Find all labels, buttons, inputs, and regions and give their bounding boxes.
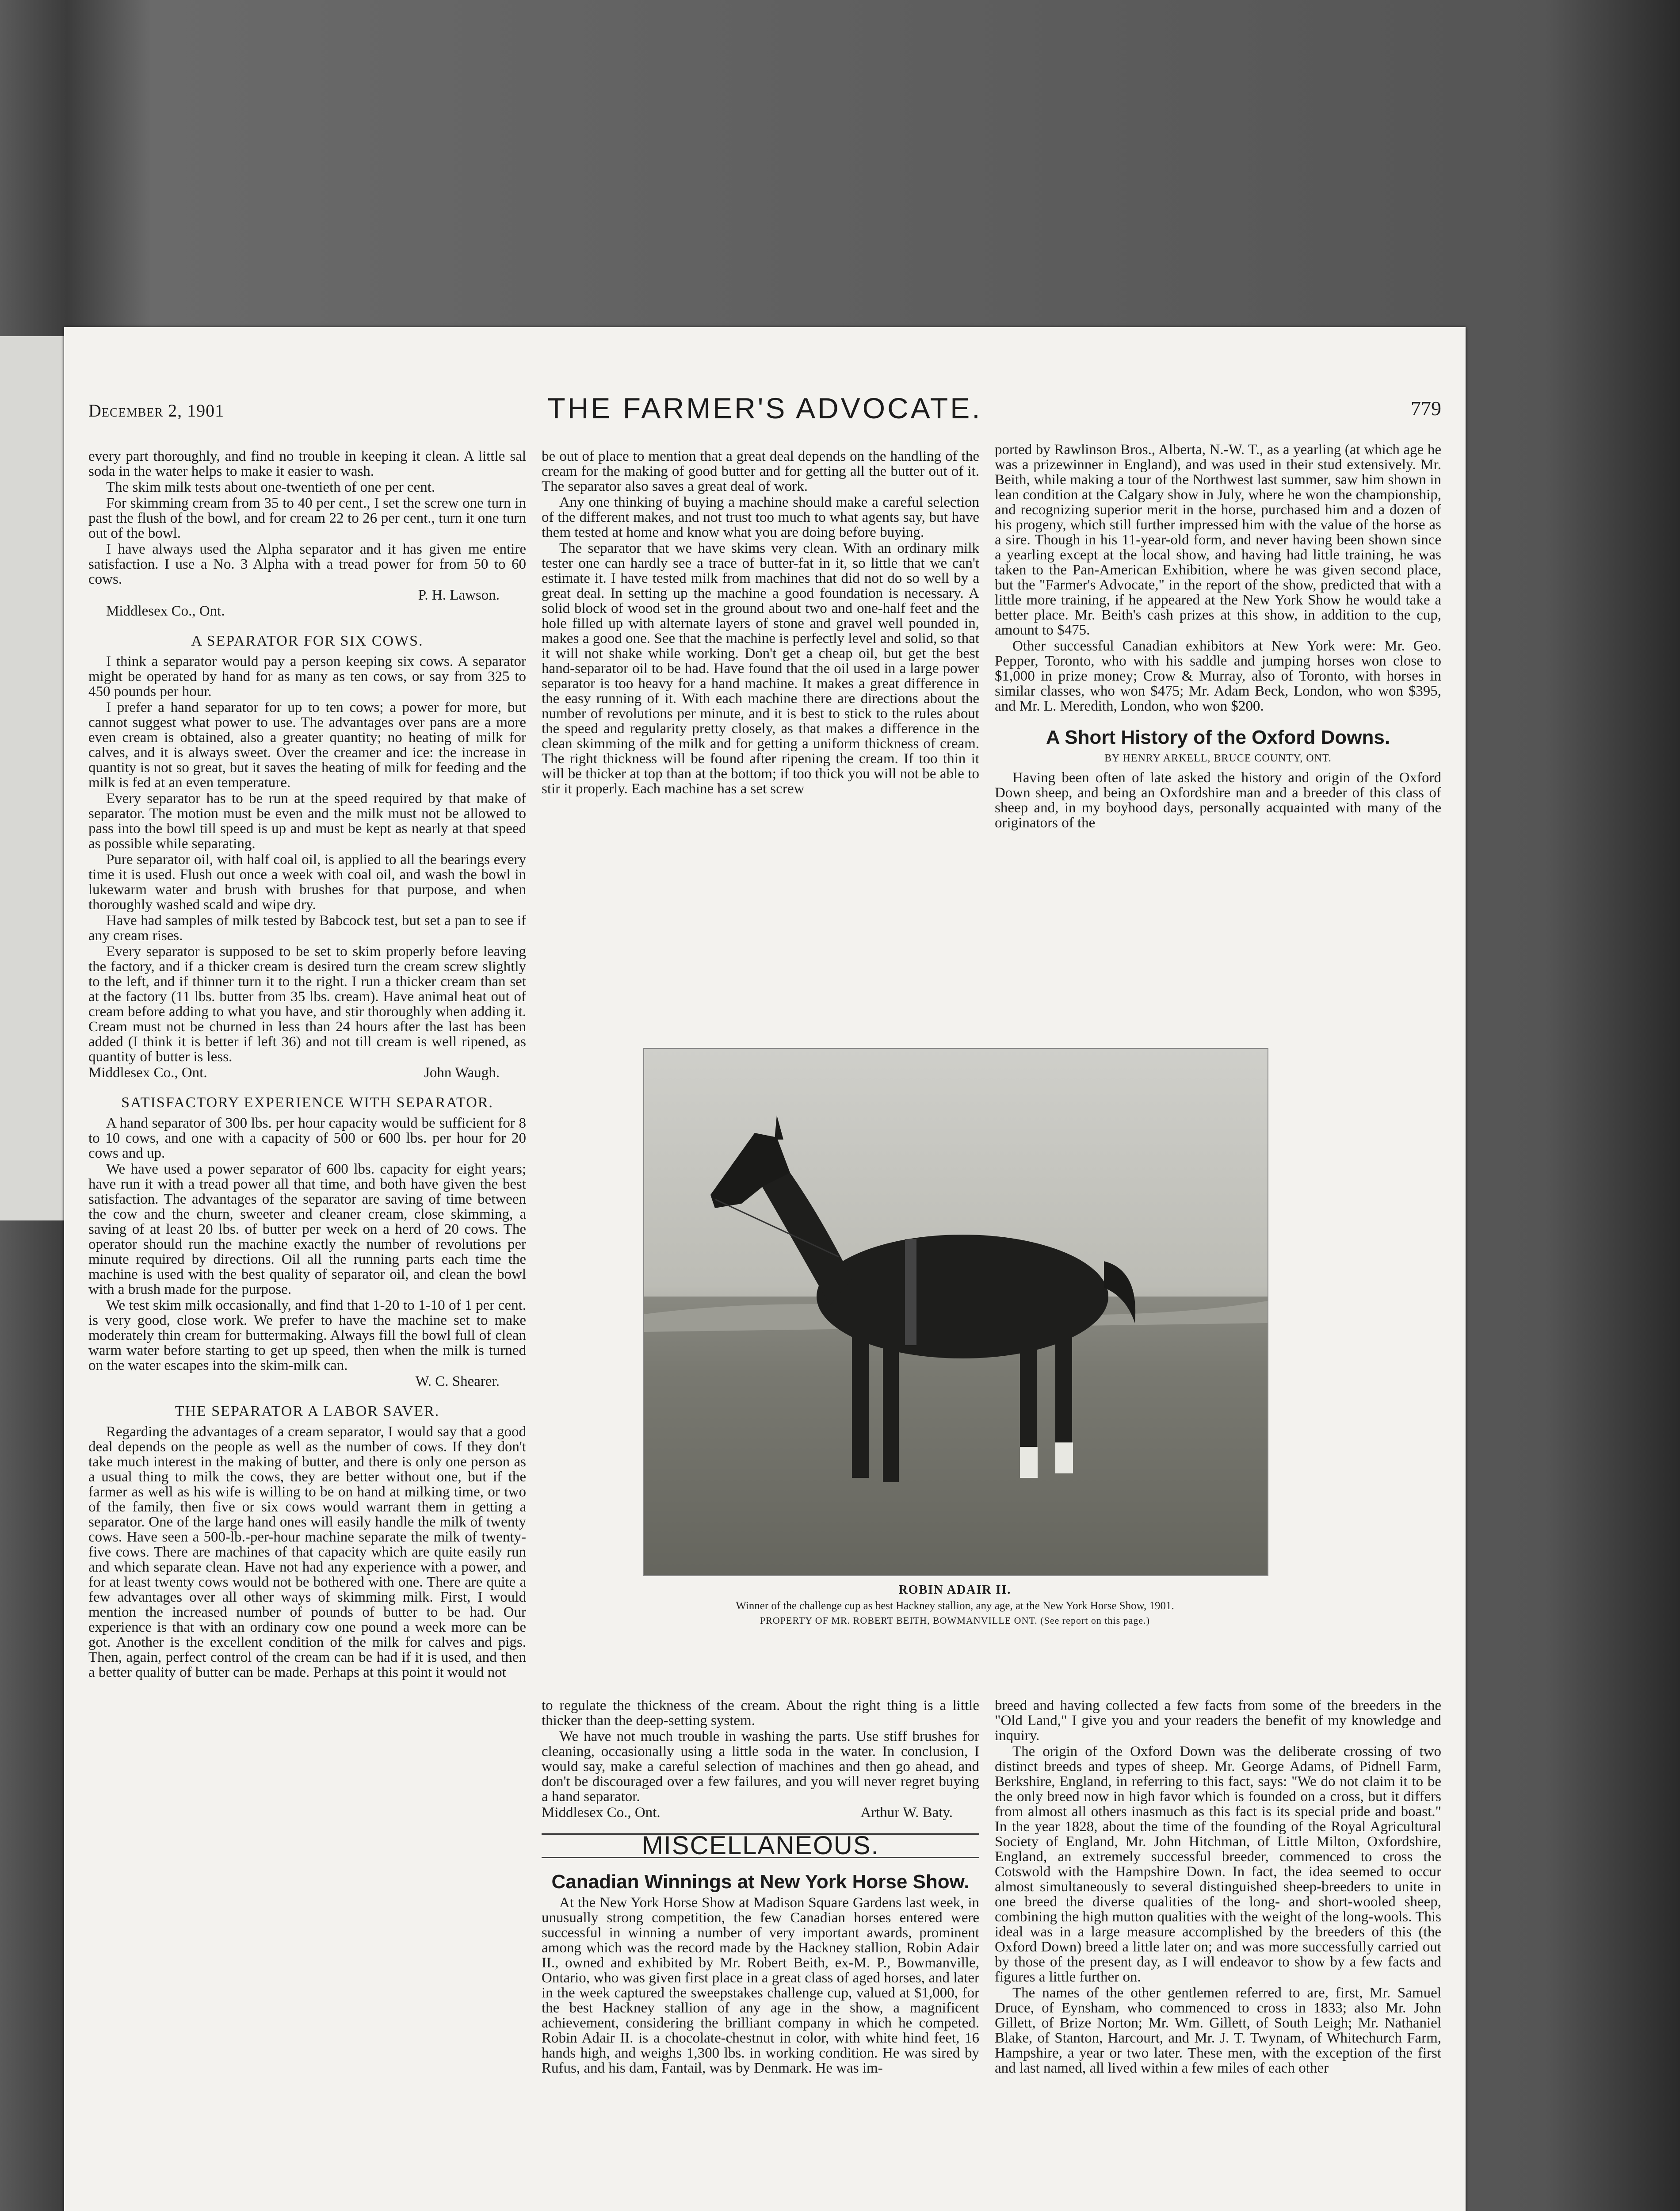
page-number: 779	[1411, 397, 1441, 420]
photo-caption	[599, 1583, 1311, 1626]
photo-subtitle: Winner of the challenge cup as best Hackney stallion, any age, at the New York Horse Show, 1901.	[736, 1600, 1174, 1612]
paragraph: A hand separator of 300 lbs. per hour capacity would be sufficient for 8 to 10 cows, and one with a capacity of 500 or 600 lbs. per hour for 20 cows and up.	[88, 1115, 526, 1161]
paragraph: ported by Rawlinson Bros., Alberta, N.-W. T., as a yearling (at which age he was a prizewinner in England), and was used in their stud extensively. Mr. Beith, while making a tour of the Northwest last summer, saw him shown in lean condition at the Calgary show in July, where he won the championship, and recognizing superior merit in the horse, purchased him and a dozen of his progeny, which still further impressed him with the value of the horse as a sire. Though in his 11-year-old form, and never having been shown since a yearling except at the local show, and having had little training, he was taken to the Pan-American Exhibition, where he was given second place, but the "Farmer's Advocate," in the report of the show, predicted that with a little more training, if he appeared at the New York Show he would take a better place. Mr. Beith's cash prizes at this show, in addition to the cup, amount to $475.	[995, 442, 1441, 638]
column-2-bottom	[542, 1698, 979, 2077]
paragraph: Any one thinking of buying a machine should make a careful selection of the different makes, and not trust too much to what agents say, but have them tested at home and know what you are doing before buying.	[542, 494, 979, 540]
column-3-bottom	[995, 1698, 1441, 2077]
author-place: Middlesex Co., Ont.	[88, 1065, 207, 1081]
paragraph: Every separator has to be run at the speed required by that make of separator. The motion must be even and the milk must not be allowed to pass into the bowl till speed is up and must be kept as nearly at that speed as possible while separating.	[88, 791, 526, 852]
paragraph: The origin of the Oxford Down was the deliberate crossing of two distinct breeds and types of sheep. Mr. George Adams, of Pidnell Farm, Berkshire, England, in referring to this fact, says: "We do not claim it to be the only breed now in high favor which is founded on a cross, but it differs from almost all others inasmuch as this fact is its special pride and boast." In the year 1828, about the time of the founding of the Royal Agricultural Society of England, Mr. John Hitchman, of Little Milton, Oxfordshire, England, an extremely successful breeder, commenced to cross the Cotswold with the Hampshire Down. In fact, the idea seemed to occur almost simultaneously to several distinguished sheep-breeders to unite in one breed the diverse qualities of the long- and short-wooled sheep, combining the high mutton qualities with the weight of the long-wools. This ideal was in a large measure accomplished by the breeders of this (the Oxford Down) breed a little later on; and was more successfully carried out by those of the present day, as I will endeavor to show by a few facts and figures a little further on.	[995, 1744, 1441, 1985]
section-heading: THE SEPARATOR A LABOR SAVER.	[175, 1403, 440, 1419]
issue-date: December 2, 1901	[88, 401, 225, 421]
paragraph: I prefer a hand separator for up to ten cows; a power for more, but cannot suggest what power to use. The advantages over pans are a more even cream is obtained, also a greater quantity; no heating of milk for calves, and it is always sweet. Over the creamer and ice: the increase in quantity is not so great, but it saves the heating of milk for feeding and the milk is fed at an even temperature.	[88, 700, 526, 791]
paragraph: breed and having collected a few facts from some of the breeders in the "Old Land," I give you and your readers the benefit of my knowledge and inquiry.	[995, 1698, 1441, 1744]
paragraph: Having been often of late asked the history and origin of the Oxford Down sheep, and being an Oxfordshire man and a breeder of this class of sheep and, in my boyhood days, personally acquainted with many of the originators of the	[995, 770, 1441, 831]
column-2-top	[542, 449, 979, 797]
paragraph: Regarding the advantages of a cream separator, I would say that a good deal depends on the people as well as the number of cows. If they don't take much interest in the making of butter, and there is only one person as a usual thing to milk the cows, they are better without one, but if the farmer as well as his wife is willing to be on hand at milking time, or two of the family, then five or six cows would warrant them in getting a separator. One of the large hand ones will easily handle the milk of twenty cows. Have seen a 500-lb.-per-hour machine separate the milk of twenty-five cows. There are machines of that capacity which are quite easily run and which separate clean. Have not had any experience with a power, and for at least twenty cows would not be bothered with one. There are quite a few advantages over all other ways of skimming milk. First, I would mention the increased number of pounds of butter to be had. Our experience is that with an ordinary cow one pound a week more can be got. Another is the excellent condition of the milk for calves and pigs. Then, again, perfect control of the cream can be had if it is used, and then a better quality of butter can be made. Perhaps at this point it would not	[88, 1424, 526, 1680]
paragraph: The names of the other gentlemen referred to are, first, Mr. Samuel Druce, of Eynsham, who commenced to cross in 1833; also Mr. John Gillett, of Brize Norton; Mr. Wm. Gillett, of South Leigh; Mr. Nathaniel Blake, of Stanton, Harcourt, and Mr. J. T. Twynam, of Whitechurch Farm, Hampshire, a year or two later. These men, with the exception of the first and last named, all lived within a few miles of each other	[995, 1985, 1441, 2076]
paragraph: We have used a power separator of 600 lbs. capacity for eight years; have run it with a tread power all that time, and both have given the best satisfaction. The advantages of the separator are saving of time between the cow and the churn, sweeter and cleaner cream, close skimming, a saving of at least 20 lbs. of butter per week on a herd of 20 cows. The operator should run the machine exactly the number of revolutions per minute required by directions. Oil all the running parts each time the machine is used with the best quality of separator oil, and clean the bowl with a brush made for the purpose.	[88, 1161, 526, 1297]
section-heading: SATISFACTORY EXPERIENCE WITH SEPARATOR.	[121, 1094, 493, 1111]
author-name: P. H. Lawson.	[418, 587, 500, 603]
paragraph: At the New York Horse Show at Madison Square Gardens last week, in unusually strong competition, the few Canadian horses entered were successful in winning a number of very important awards, prominent among which was the record made by the Hackney stallion, Robin Adair II., owned and exhibited by Mr. Robert Beith, ex-M. P., Bowmanville, Ontario, who was given first place in a great class of aged horses, and later in the week captured the sweepstakes challenge cup, valued at $1,000, for the best Hackney stallion of any age in the show, a magnificent achievement, considering the brilliant company in which he competed. Robin Adair II. is a chocolate-chestnut in color, with white hind feet, 16 hands high, and weighs 1,300 lbs. in working condition. He was sired by Rufus, and his dam, Fantail, was by Denmark. He was im-	[542, 1895, 979, 2076]
paragraph: The separator that we have skims very clean. With an ordinary milk tester one can hardly see a trace of butter-fat in it, so little that we can't estimate it. I have tested milk from machines that did not do so well by a great deal. In setting up the machine a good foundation is necessary. A solid block of wood set in the ground about two and one-half feet and the hole filled up with alternate layers of stone and gravel well pounded in, makes a good one. See that the machine is perfectly level and solid, so that it will not shake while working. Don't get a cheap oil, but get the best hand-separator oil to be had. Have found that the oil used in a large power separator is too heavy for a hand machine. It makes a great difference in the easy running of it. With each machine there are directions about the number of revolutions per minute, and it is best to stick to the rules about the speed and regularity pretty closely, as that makes a difference in the clean skimming of the milk and for getting a uniform thickness of cream. The right thickness will be found after ripening the cream. If too thin it will be thicker at top than at the bottom; if too thick you will not be able to stir it properly. Each machine has a set screw	[542, 540, 979, 797]
article-headline: A Short History of the Oxford Downs.	[1046, 727, 1390, 748]
paragraph: I have always used the Alpha separator and it has given me entire satisfaction. I use a No. 3 Alpha with a tread power for from 50 to 60 cows.	[88, 541, 526, 587]
signature	[88, 1065, 526, 1080]
paragraph: We test skim milk occasionally, and find that 1-20 to 1-10 of 1 per cent. is very good, close work. We prefer to have the machine set to make moderately thin cream for buttermaking. Always fill the bowl full of clean warm water before starting to get up speed, then when the milk is turned on the water escapes into the skim-milk can.	[88, 1297, 526, 1373]
signature	[88, 1374, 526, 1389]
paragraph: For skimming cream from 35 to 40 per cent., I set the screw one turn in past the flush of the bowl, and for cream 22 to 26 per cent., turn it one turn out of the bowl.	[88, 495, 526, 541]
masthead: THE FARMER'S ADVOCATE.	[547, 392, 982, 425]
paragraph: I think a separator would pay a person keeping six cows. A separator might be operated by hand for as many as ten cows, or say from 325 to 450 pounds per hour.	[88, 654, 526, 700]
photo-owner: PROPERTY OF MR. ROBERT BEITH, BOWMANVILLE ONT. (See report on this page.)	[760, 1615, 1150, 1626]
article-headline: Canadian Winnings at New York Horse Show.	[551, 1871, 970, 1893]
column-1	[88, 449, 526, 1681]
photo-title: ROBIN ADAIR II.	[898, 1583, 1012, 1597]
signature	[542, 1805, 979, 1820]
author-place: Middlesex Co., Ont.	[106, 603, 225, 619]
paragraph: The skim milk tests about one-twentieth of one per cent.	[106, 479, 435, 495]
column-3-top	[995, 442, 1441, 831]
signature	[88, 588, 526, 603]
paragraph: We have not much trouble in washing the parts. Use stiff brushes for cleaning, occasionally using a little soda in the water. In conclusion, I would say, make a careful selection of machines and then go ahead, and don't be discouraged over a few failures, and you will never regret buying a hand separator.	[542, 1729, 979, 1805]
newspaper-page	[64, 327, 1466, 2211]
section-banner: MISCELLANEOUS.	[542, 1833, 979, 1858]
horse-illustration	[644, 1049, 1268, 1575]
paragraph: Other successful Canadian exhibitors at New York were: Mr. Geo. Pepper, Toronto, who with his saddle and jumping horses won close to $1,000 in prize money; Crow & Murray, also of Toronto, with horses in similar classes, who won $475; Mr. Adam Beck, London, who won $395, and Mr. L. Meredith, London, who won $200.	[995, 638, 1441, 714]
author-name: Arthur W. Baty.	[860, 1805, 953, 1821]
paragraph: Pure separator oil, with half coal oil, is applied to all the bearings every time it is used. Flush out once a week with coal oil, and wash the bowl in lukewarm water and brush with brushes for that purpose, and when thoroughly washed scald and wipe dry.	[88, 852, 526, 913]
paragraph: to regulate the thickness of the cream. About the right thing is a little thicker than the deep-setting system.	[542, 1698, 979, 1729]
previous-page-edge	[0, 336, 66, 1220]
paragraph: every part thoroughly, and find no trouble in keeping it clean. A little sal soda in the water helps to make it easier to wash.	[88, 448, 526, 479]
author-name: W. C. Shearer.	[415, 1373, 500, 1389]
page-header	[88, 391, 1441, 425]
author-place: Middlesex Co., Ont.	[542, 1805, 661, 1821]
horse-photograph	[643, 1048, 1268, 1576]
paragraph: Every separator is supposed to be set to skim properly before leaving the factory, and if a thicker cream is desired turn the cream screw slightly to the left, and if thinner turn it to the right. I run a thicker cream than set at the factory (11 lbs. butter from 35 lbs. cream). Have animal heat out of cream before adding to what you have, and stir thoroughly when adding it. Cream must not be churned in less than 24 hours after the last has been added (I think it is better if left 36) and not till cream is well ripened, as quantity of butter is less.	[88, 944, 526, 1065]
author-name: John Waugh.	[424, 1065, 500, 1081]
section-heading: A SEPARATOR FOR SIX COWS.	[191, 633, 424, 649]
paragraph: be out of place to mention that a great deal depends on the handling of the cream for the making of good butter and for getting all the butter out of it. The separator also saves a great deal of work.	[542, 448, 979, 494]
byline: BY HENRY ARKELL, BRUCE COUNTY, ONT.	[1104, 753, 1332, 764]
paragraph: Have had samples of milk tested by Babcock test, but set a pan to see if any cream rises.	[88, 913, 526, 944]
